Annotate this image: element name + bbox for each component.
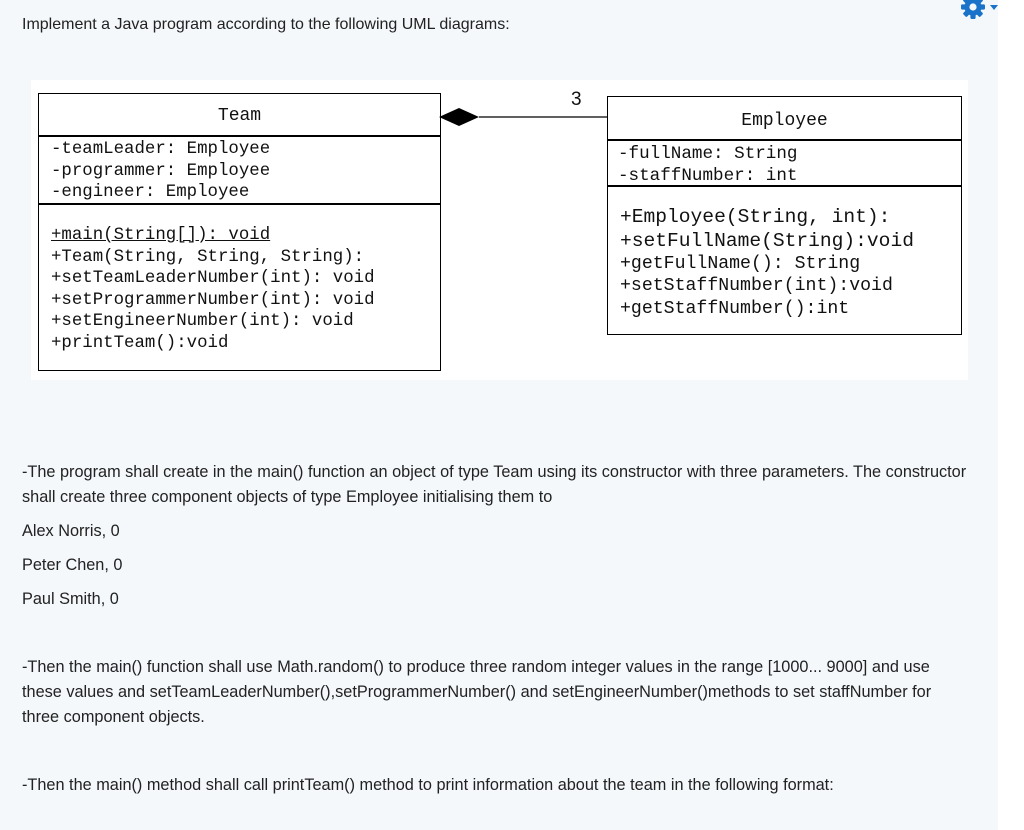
employee-class-name: Employee xyxy=(608,97,961,141)
team-operation: +Team(String, String, String): xyxy=(51,247,365,267)
employee-class-box xyxy=(607,96,962,335)
employee-operation: +setStaffNumber(int):void xyxy=(620,276,893,297)
team-attribute: -teamLeader: Employee xyxy=(51,140,271,159)
caret-down-icon xyxy=(990,5,998,10)
paragraph-print: -Then the main() method shall call printTeam() method to print information about the team in the following format: xyxy=(22,776,834,794)
uml-diagram xyxy=(31,80,968,380)
settings-menu-button[interactable] xyxy=(958,0,1002,20)
employee-operation: +Employee(String, int): xyxy=(620,206,891,228)
team-operation: +setTeamLeaderNumber(int): void xyxy=(51,269,375,289)
employee-attributes xyxy=(608,141,961,187)
paragraph-constructor: -The program shall create in the main() function an object of type Team using its constructor with three parameters. The constructor shall create three component objects of type Employee initialising them to xyxy=(22,463,967,506)
employee-init-3: Paul Smith, 0 xyxy=(22,590,119,608)
team-class-box xyxy=(38,93,441,371)
team-attribute: -engineer: Employee xyxy=(51,183,250,203)
team-class-name: Team xyxy=(39,94,440,137)
gear-icon xyxy=(961,0,985,19)
intro-text: Implement a Java program according to the following UML diagrams: xyxy=(22,16,510,33)
composition-diamond xyxy=(439,108,479,126)
team-operation: +printTeam():void xyxy=(51,333,229,353)
employee-attribute: -staffNumber: int xyxy=(618,166,798,186)
team-operation-static: +main(String[]): void xyxy=(51,226,271,245)
team-operations xyxy=(39,205,440,355)
right-margin xyxy=(998,0,1024,830)
team-operation: +setProgrammerNumber(int): void xyxy=(51,290,375,310)
team-attributes xyxy=(39,137,440,205)
team-operation: +setEngineerNumber(int): void xyxy=(51,312,354,332)
multiplicity-label: 3 xyxy=(571,89,582,110)
team-attribute: -programmer: Employee xyxy=(51,161,271,181)
employee-operations xyxy=(608,187,961,320)
employee-init-2: Peter Chen, 0 xyxy=(22,556,123,574)
employee-init-1: Alex Norris, 0 xyxy=(22,522,120,540)
employee-operation: +getStaffNumber():int xyxy=(620,298,850,319)
paragraph-random: -Then the main() function shall use Math.random() to produce three random integer values in the range [1000... 9000] and use these values and setTeamLeaderNumber(),setProgrammerNumber() and setEngineerNumber()methods to set staffNumber for three component objects. xyxy=(22,658,932,726)
employee-operation: +setFullName(String):void xyxy=(620,230,914,252)
employee-operation: +getFullName(): String xyxy=(620,254,861,274)
employee-attribute: -fullName: String xyxy=(618,144,798,164)
